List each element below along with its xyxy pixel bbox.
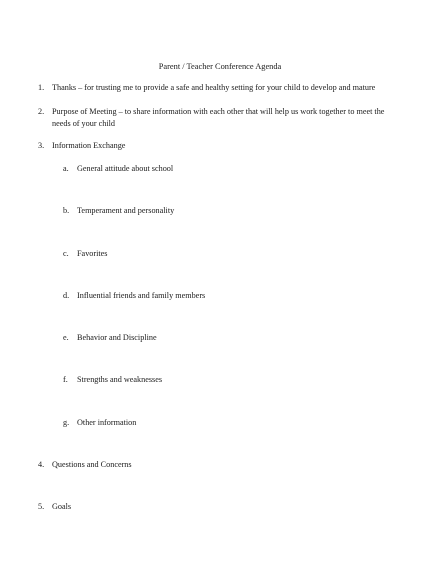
item-number: 4.	[38, 460, 45, 469]
subitem-letter: b.	[63, 206, 70, 215]
item-text: Goals	[52, 502, 72, 511]
item-number: 1.	[38, 83, 45, 92]
subitem-letter: c.	[63, 249, 69, 258]
item-text: Purpose of Meeting – to share information with each other that will help us work together to meet the	[52, 107, 385, 116]
document-title: Parent / Teacher Conference Agenda	[158, 62, 282, 71]
subitem-text: Influential friends and family members	[77, 291, 206, 300]
subitem-letter: d.	[63, 291, 70, 300]
item-text: Information Exchange	[52, 141, 126, 150]
subitem-letter: g.	[63, 418, 70, 427]
item-number: 5.	[38, 502, 45, 511]
subitem-text: General attitude about school	[77, 164, 174, 173]
item-number: 3.	[38, 141, 45, 150]
item-text-continued: needs of your child	[52, 119, 115, 128]
subitem-text: Strengths and weaknesses	[77, 375, 163, 384]
item-number: 2.	[38, 107, 45, 116]
subitem-text: Temperament and personality	[77, 206, 175, 215]
subitem-letter: f.	[63, 375, 68, 384]
subitem-text: Other information	[77, 418, 137, 427]
subitem-text: Behavior and Discipline	[77, 333, 157, 342]
item-text: Questions and Concerns	[52, 460, 132, 469]
item-text: Thanks – for trusting me to provide a safe and healthy setting for your child to develop and mature	[52, 83, 376, 92]
subitem-text: Favorites	[77, 249, 108, 258]
subitem-letter: a.	[63, 164, 69, 173]
subitem-letter: e.	[63, 333, 69, 342]
